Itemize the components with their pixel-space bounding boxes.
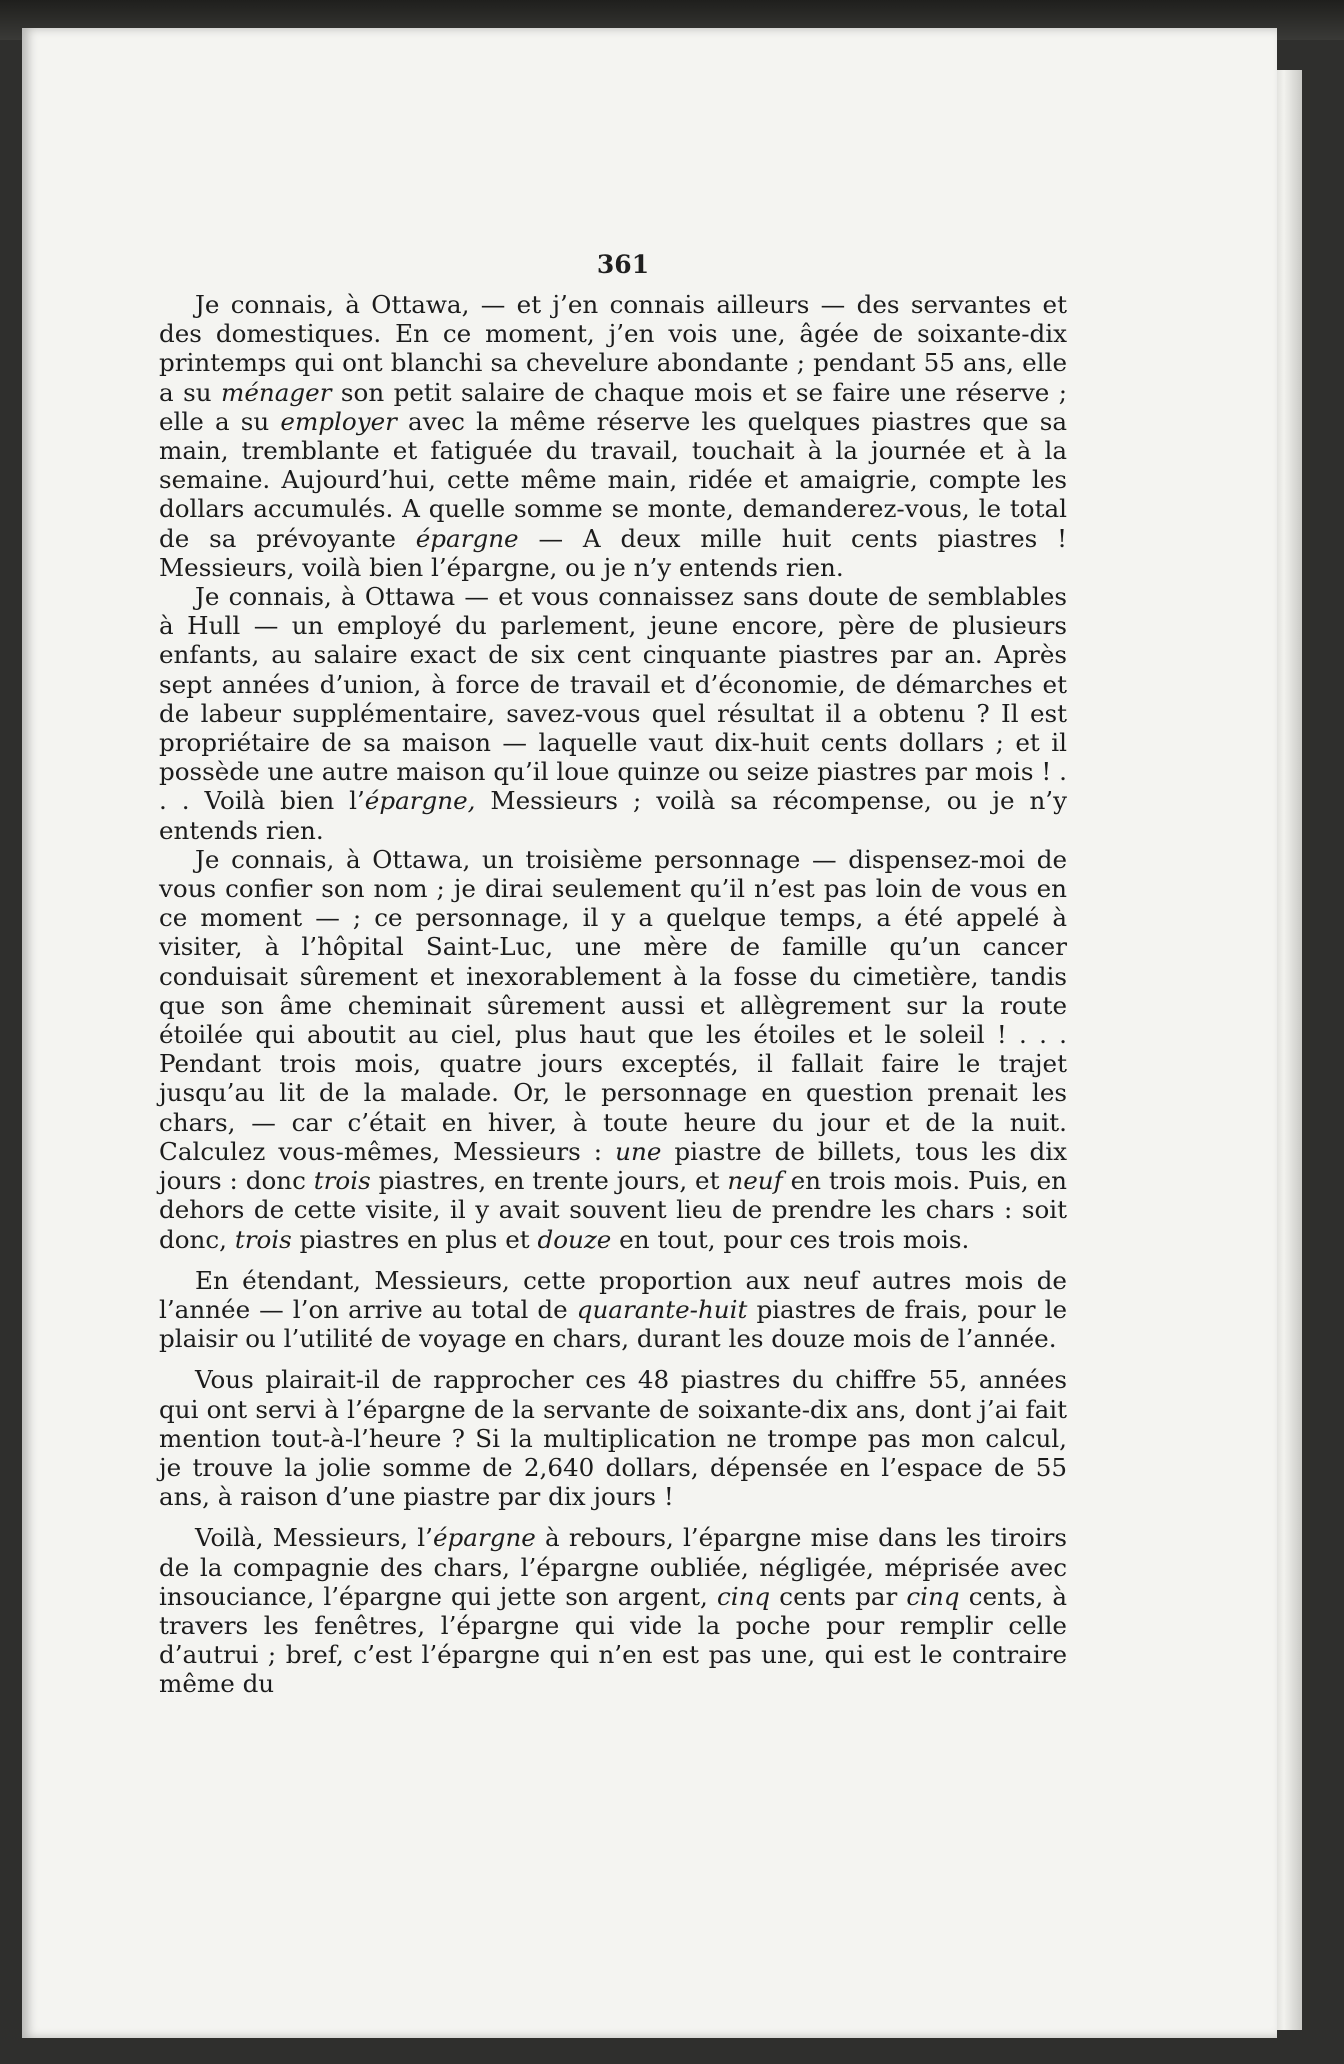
italic-text-run: cinq: [906, 1581, 960, 1611]
italic-text-run: épargne: [415, 523, 519, 553]
text-run: cents par: [770, 1581, 907, 1611]
text-run: Voilà, Messieurs, l’: [195, 1523, 433, 1553]
italic-text-run: neuf: [727, 1166, 783, 1196]
paragraph: [159, 582, 1067, 845]
text-run: Je connais, à Ottawa, un troisième personnage — dispensez-moi de vous confier son nom ; je dirai seulement qu’il n’est pas loin de vous en ce moment — ; ce personnage, il y a quelque temps, a été appelé à visiter, à l’hôpital Saint-Luc, une mère de famille qu’un cancer conduisait sûrement et inexorablement à la fosse du cimetière, tandis que son âme cheminait sûrement aussi et allègrement sur la route étoilée qui aboutit au ciel, plus haut que les étoiles et le soleil ! . . . Pendant trois mois, quatre jours exceptés, il fallait faire le trajet jusqu’au lit de la malade. Or, le personnage en question prenait les chars, — car c’était en hiver, à toute heure du jour et de la nuit. Calculez vous-mêmes, Messieurs :: [159, 844, 1067, 1166]
italic-text-run: douze: [537, 1224, 612, 1254]
page-number: 361: [596, 250, 650, 279]
text-run: à rebours, l’épargne mise dans les tiroirs de la compagnie des chars, l’épargne oubliée, négligée, méprisée avec insouciance, l’épargne qui jette son argent,: [159, 1523, 1067, 1611]
body-text: [159, 290, 1067, 1699]
text-run: son petit salaire de chaque mois et se faire une réserve ; elle a su: [159, 377, 1068, 436]
paragraph: [159, 290, 1067, 582]
italic-text-run: trois: [234, 1224, 292, 1254]
text-run: — A deux mille huit cents piastres ! Messieurs, voilà bien l’épargne, ou je n’y entends rien.: [159, 523, 1067, 582]
italic-text-run: trois: [313, 1166, 371, 1196]
italic-text-run: épargne,: [364, 786, 476, 816]
text-run: cents, à travers les fenêtres, l’épargne qui vide la poche pour remplir celle d’autrui ; bref, c’est l’épargne qui n’en est pas une, qui est le contraire même du: [159, 1581, 1067, 1699]
italic-text-run: employer: [280, 406, 397, 436]
italic-text-run: épargne: [433, 1523, 536, 1553]
italic-text-run: ménager: [221, 377, 332, 407]
text-run: Je connais, à Ottawa, — et j’en connais ailleurs — des servantes et des domestiques. En ce moment, j’en vois une, âgée de soixante-dix printemps qui ont blanchi sa chevelure abondante ; pendant 55 ans, elle a su: [159, 290, 1067, 407]
paragraph: [159, 1523, 1067, 1698]
text-run: Je connais, à Ottawa — et vous connaissez sans doute de semblables à Hull — un employé du parlement, jeune encore, père de plusieurs enfants, au salaire exact de six cent cinquante piastres par an. Après sept années d’union, à force de travail et d’économie, de démarches et de labeur supplémentaire, savez-vous quel résultat il a obtenu ? Il est propriétaire de sa maison — laquelle vaut dix-huit cents dollars ; et il possède une autre maison qu’il loue quinze ou seize piastres par mois ! . . . Voilà bien l’: [159, 582, 1067, 816]
paragraph: [159, 1266, 1067, 1354]
paragraph: [159, 1365, 1067, 1511]
text-run: En étendant, Messieurs, cette proportion aux neuf autres mois de l’année — l’on arrive au total de: [159, 1265, 1067, 1324]
text-run: piastres en plus et: [291, 1224, 538, 1254]
text-run: Messieurs ; voilà sa récompense, ou je n’y entends rien.: [159, 786, 1068, 845]
paragraph: [159, 845, 1067, 1254]
text-run: en tout, pour ces trois mois.: [611, 1224, 970, 1254]
text-run: piastres de frais, pour le plaisir ou l’utilité de voyage en chars, durant les douze mois de l’année.: [159, 1294, 1067, 1354]
book-page: [22, 28, 1277, 2038]
text-run: en trois mois. Puis, en dehors de cette visite, il y avait souvent lieu de prendre les chars : soit donc,: [159, 1166, 1067, 1254]
text-run: piastres, en trente jours, et: [370, 1166, 728, 1196]
italic-text-run: cinq: [716, 1581, 771, 1611]
text-run: avec la même réserve les quelques piastres que sa main, tremblante et fatiguée du travail, touchait à la journée et à la semaine. Aujourd’hui, cette même main, ridée et amaigrie, compte les dollars accumulés. A quelle somme se monte, demanderez-vous, le total de sa prévoyante: [159, 406, 1067, 553]
italic-text-run: une: [615, 1136, 662, 1166]
italic-text-run: quarante-huit: [576, 1294, 748, 1324]
text-run: Vous plairait-il de rapprocher ces 48 piastres du chiffre 55, années qui ont servi à l’épargne de la servante de soixante-dix ans, dont j’ai fait mention tout-à-l’heure ? Si la multiplication ne trompe pas mon calcul, je trouve la jolie somme de 2,640 dollars, dépensée en l’espace de 55 ans, à raison d’une piastre par dix jours !: [159, 1365, 1067, 1512]
text-run: piastre de billets, tous les dix jours : donc: [159, 1136, 1067, 1196]
